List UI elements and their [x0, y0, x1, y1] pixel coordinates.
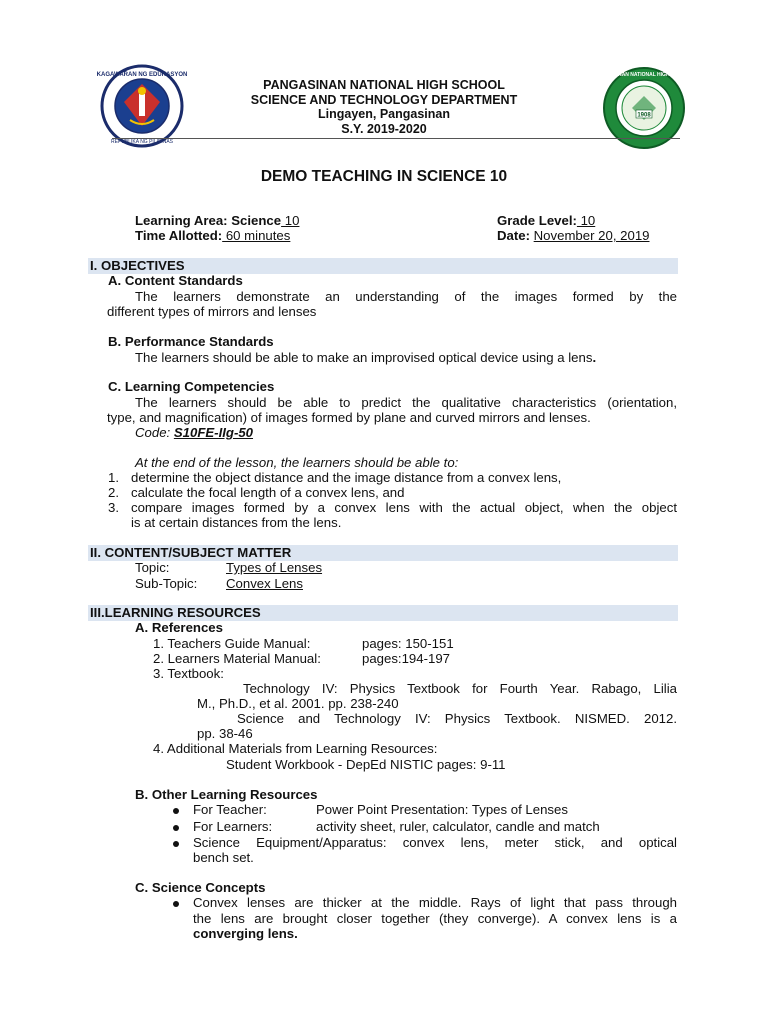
performance-standards-sentence: The learners should be able to make an improvised optical device using a lens [135, 350, 593, 365]
department-name: SCIENCE AND TECHNOLOGY DEPARTMENT [250, 93, 518, 107]
bullet-icon [173, 808, 179, 814]
textbook-2-line-1: Science and Technology IV: Physics Textbook. NISMED. 2012. [237, 711, 677, 726]
equipment-line-1: Science Equipment/Apparatus: convex lens, meter stick, and optical [193, 835, 677, 850]
reference-1: 1. Teachers Guide Manual: [153, 636, 311, 651]
reference-4-value: Student Workbook - DepEd NISTIC pages: 9-11 [226, 757, 506, 772]
other-learners-value: activity sheet, ruler, calculator, candle and match [316, 819, 600, 834]
performance-standards-text: The learners should be able to make an improvised optical device using a lens. [135, 350, 597, 365]
topic-label: Topic: [135, 560, 170, 575]
date-label: Date: [497, 228, 530, 243]
content-standards-text-2: different types of mirrors and lenses [107, 304, 317, 319]
grade-level [497, 213, 595, 229]
performance-standards-heading: B. Performance Standards [108, 334, 274, 349]
competency-code-label: Code: [135, 425, 174, 440]
grade-level-value: 10 [576, 213, 596, 228]
content-standards-heading: A. Content Standards [108, 273, 243, 288]
objective-text-1: determine the object distance and the image distance from a convex lens, [131, 470, 562, 485]
objectives-heading-band [88, 258, 678, 274]
reference-2-pages: pages:194-197 [362, 651, 450, 666]
textbook-2-line-2: pp. 38-46 [197, 726, 253, 741]
deped-seal-bottom-text: REPUBLIKA NG PILIPINAS [111, 139, 173, 145]
other-learners-label: For Learners: [193, 819, 273, 834]
reference-1-pages: pages: 150-151 [362, 636, 454, 651]
competency-code [135, 425, 253, 441]
learning-competencies-text-2: type, and magnification) of images formed by plane and curved mirrors and lenses. [107, 410, 591, 425]
learning-area [135, 213, 299, 229]
page-title: DEMO TEACHING IN SCIENCE 10 [260, 168, 508, 185]
subtopic-label: Sub-Topic: [135, 576, 198, 591]
objective-text-2: calculate the focal length of a convex lens, and [131, 485, 405, 500]
subtopic-value: Convex Lens [226, 576, 303, 591]
bullet-icon [173, 825, 179, 831]
bullet-icon [173, 901, 179, 907]
school-seal-year: 1908 [637, 112, 651, 119]
learning-area-value: 10 [281, 213, 300, 228]
school-name: PANGASINAN NATIONAL HIGH SCHOOL [263, 78, 505, 92]
concept-line-3: converging lens. [193, 926, 298, 941]
objective-number-1: 1. [108, 470, 119, 485]
deped-seal-text: KAGAWARAN NG EDUKASYON [96, 72, 188, 78]
school-year: S.Y. 2019-2020 [341, 122, 427, 136]
equipment-line-2: bench set. [193, 850, 254, 865]
content-heading: II. CONTENT/SUBJECT MATTER [90, 545, 292, 560]
other-teacher-value: Power Point Presentation: Types of Lenses [316, 802, 568, 817]
header-rule [112, 138, 680, 139]
learning-area-label: Learning Area: Science [135, 213, 282, 228]
learning-competencies-heading: C. Learning Competencies [108, 379, 275, 394]
content-standards-text-1: The learners demonstrate an understanding of the images formed by the [135, 289, 677, 304]
concept-line-2: the lens are brought closer together (they converge). A convex lens is a [193, 911, 677, 926]
learning-competencies-text-1: The learners should be able to predict the qualitative characteristics (orientation, [135, 395, 677, 410]
date-value: November 20, 2019 [533, 228, 650, 243]
competency-code-value: S10FE-IIg-50 [173, 425, 254, 440]
reference-4: 4. Additional Materials from Learning Resources: [153, 741, 438, 756]
objectives-heading: I. OBJECTIVES [90, 258, 185, 273]
objective-text-3-cont: is at certain distances from the lens. [131, 515, 342, 530]
bullet-icon [173, 841, 179, 847]
concept-line-1: Convex lenses are thicker at the middle. Rays of light that pass through [193, 895, 677, 910]
objective-number-2: 2. [108, 485, 119, 500]
references-heading: A. References [135, 620, 223, 635]
content-heading-band [88, 545, 678, 561]
topic-value: Types of Lenses [226, 560, 323, 575]
science-concepts-heading: C. Science Concepts [135, 880, 266, 895]
resources-heading-band [88, 605, 678, 621]
grade-level-label: Grade Level: [497, 213, 577, 228]
reference-3: 3. Textbook: [153, 666, 224, 681]
reference-2: 2. Learners Material Manual: [153, 651, 321, 666]
time-allotted-value: 60 minutes [222, 228, 291, 243]
objective-number-3: 3. [108, 500, 119, 515]
objectives-intro: At the end of the lesson, the learners should be able to: [135, 455, 459, 470]
other-resources-heading: B. Other Learning Resources [135, 787, 318, 802]
textbook-1-line-1: Technology IV: Physics Textbook for Fourth Year. Rabago, Lilia [243, 681, 677, 696]
school-location: Lingayen, Pangasinan [318, 107, 450, 121]
date [497, 228, 650, 244]
objective-text-3: compare images formed by a convex lens with the actual object, when the object [131, 500, 677, 515]
time-allotted [135, 228, 290, 244]
resources-heading: III.LEARNING RESOURCES [90, 605, 261, 620]
other-teacher-label: For Teacher: [193, 802, 267, 817]
time-allotted-label: Time Allotted: [135, 228, 223, 243]
textbook-1-line-2: M., Ph.D., et al. 2001. pp. 238-240 [197, 696, 399, 711]
school-seal-text: PANGASINAN NATIONAL HIGH SCHOOL [595, 72, 693, 78]
